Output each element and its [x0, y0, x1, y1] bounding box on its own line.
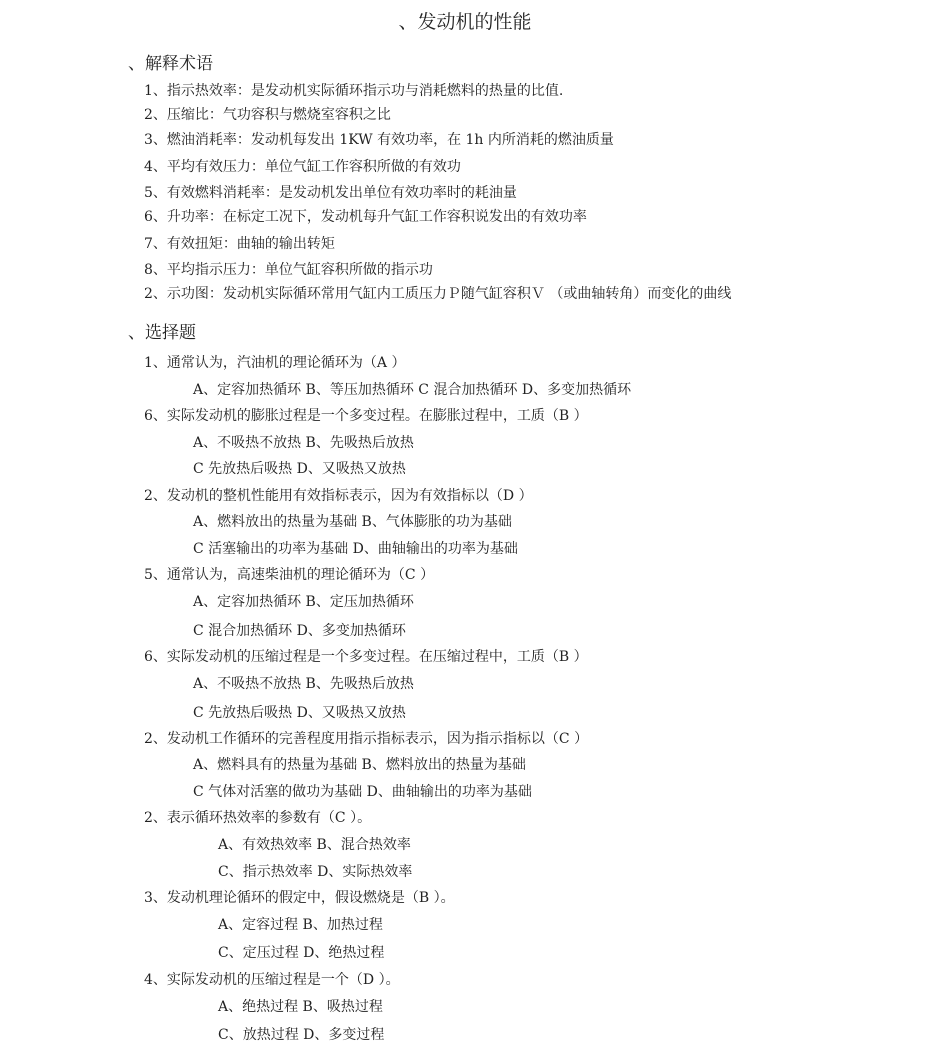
question-options: A、定容过程 B、加热过程 [218, 917, 383, 933]
section-heading-choice: 、选择题 [128, 323, 196, 343]
question-options: C、定压过程 D、绝热过程 [218, 945, 385, 961]
question-text: 2、表示循环热效率的参数有（C ）。 [144, 810, 372, 826]
term-item: 2、示功图：发动机实际循环常用气缸内工质压力Ｐ随气缸容积Ｖ （或曲轴转角）而变化的曲线 [144, 286, 732, 302]
question-text: 4、实际发动机的压缩过程是一个（D ）。 [144, 972, 400, 988]
question-options: A、燃料放出的热量为基础 B、气体膨胀的功为基础 [193, 514, 512, 530]
question-options: C 先放热后吸热 D、又吸热又放热 [193, 461, 406, 477]
page-title: 、发动机的性能 [398, 11, 532, 33]
question-options: A、有效热效率 B、混合热效率 [218, 837, 411, 853]
section-heading-terms: 、解释术语 [128, 54, 213, 74]
question-text: 1、通常认为，汽油机的理论循环为（A ） [144, 355, 406, 371]
question-options: A、定容加热循环 B、等压加热循环 C 混合加热循环 D、多变加热循环 [193, 382, 632, 398]
question-options: C、放热过程 D、多变过程 [218, 1027, 385, 1043]
question-options: C 先放热后吸热 D、又吸热又放热 [193, 705, 406, 721]
question-text: 2、发动机工作循环的完善程度用指示指标表示，因为指示指标以（C ） [144, 731, 589, 747]
question-text: 2、发动机的整机性能用有效指标表示，因为有效指标以（D ） [144, 488, 533, 504]
term-item: 4、平均有效压力：单位气缸工作容积所做的有效功 [144, 159, 461, 175]
term-item: 8、平均指示压力：单位气缸容积所做的指示功 [144, 262, 433, 278]
term-item: 5、有效燃料消耗率：是发动机发出单位有效功率时的耗油量 [144, 185, 517, 201]
question-options: C、指示热效率 D、实际热效率 [218, 864, 413, 880]
question-text: 6、实际发动机的膨胀过程是一个多变过程。在膨胀过程中，工质（B ） [144, 408, 588, 424]
term-item: 3、燃油消耗率：发动机每发出 1KW 有效功率，在 1h 内所消耗的燃油质量 [144, 132, 614, 148]
question-text: 5、通常认为，高速柴油机的理论循环为（C ） [144, 567, 435, 583]
question-options: A、定容加热循环 B、定压加热循环 [193, 594, 414, 610]
question-options: C 活塞输出的功率为基础 D、曲轴输出的功率为基础 [193, 541, 518, 557]
question-options: A、不吸热不放热 B、先吸热后放热 [193, 676, 414, 692]
question-options: A、绝热过程 B、吸热过程 [218, 999, 383, 1015]
question-options: C 混合加热循环 D、多变加热循环 [193, 623, 406, 639]
term-item: 2、压缩比：气功容积与燃烧室容积之比 [144, 107, 391, 123]
term-item: 1、指示热效率：是发动机实际循环指示功与消耗燃料的热量的比值. [144, 83, 564, 99]
question-text: 6、实际发动机的压缩过程是一个多变过程。在压缩过程中，工质（B ） [144, 649, 588, 665]
question-options: C 气体对活塞的做功为基础 D、曲轴输出的功率为基础 [193, 784, 532, 800]
term-item: 6、升功率：在标定工况下，发动机每升气缸工作容积说发出的有效功率 [144, 209, 587, 225]
question-options: A、不吸热不放热 B、先吸热后放热 [193, 435, 414, 451]
question-text: 3、发动机理论循环的假定中，假设燃烧是（B ）。 [144, 890, 455, 906]
term-item: 7、有效扭矩：曲轴的输出转矩 [144, 236, 335, 252]
question-options: A、燃料具有的热量为基础 B、燃料放出的热量为基础 [193, 757, 526, 773]
